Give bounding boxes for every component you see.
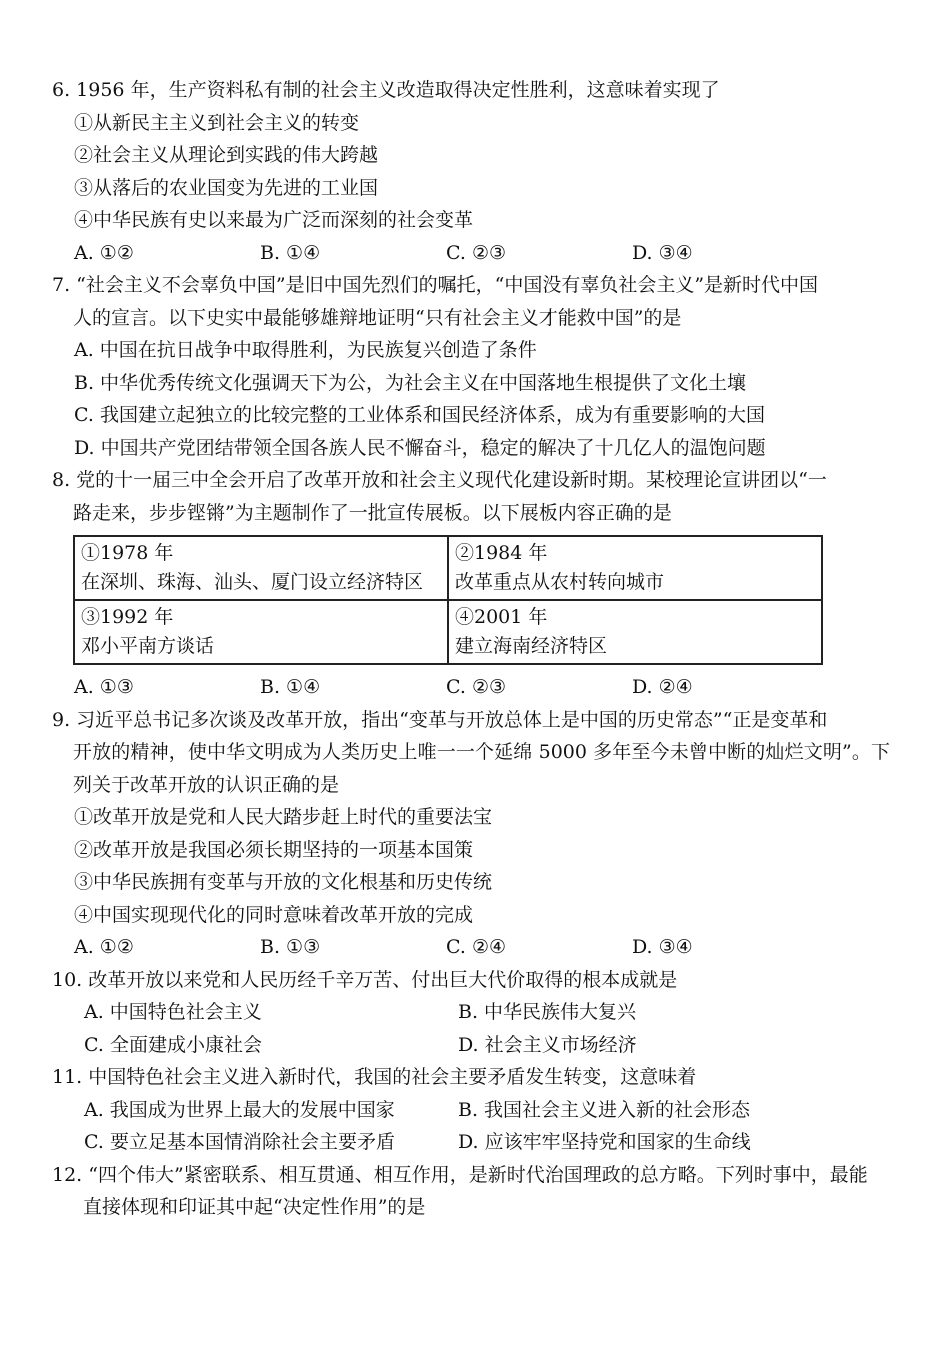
table-cell xyxy=(74,536,448,600)
question-11 xyxy=(52,1061,890,1159)
option-d: D. 社会主义市场经济 xyxy=(458,1033,637,1056)
option-b: B. ①④ xyxy=(260,241,321,264)
option-c: C. 我国建立起独立的比较完整的工业体系和国民经济体系，成为有重要影响的大国 xyxy=(74,404,765,426)
board-event: 建立海南经济特区 xyxy=(455,635,608,657)
question-12-stem xyxy=(52,1159,890,1192)
table-row xyxy=(74,600,822,664)
question-text: “社会主义不会辜负中国”是旧中国先烈们的嘱托，“中国没有辜负社会主义”是新时代中国 xyxy=(76,274,819,296)
question-number: 12. xyxy=(52,1163,89,1186)
board-event: 邓小平南方谈话 xyxy=(81,635,215,657)
statement-1: ①改革开放是党和人民大踏步赶上时代的重要法宝 xyxy=(74,806,493,828)
question-6 xyxy=(52,74,890,269)
question-8 xyxy=(52,464,890,704)
question-7 xyxy=(52,269,890,464)
option-c: C. 全面建成小康社会 xyxy=(84,1033,262,1056)
board-year: ②1984 年 xyxy=(455,542,548,564)
options-row xyxy=(52,237,890,270)
question-text-continued: 人的宣言。以下史实中最能够雄辩地证明“只有社会主义才能救中国”的是 xyxy=(73,306,682,329)
statement-4: ④中华民族有史以来最为广泛而深刻的社会变革 xyxy=(74,209,474,231)
board-year: ③1992 年 xyxy=(81,606,174,628)
option-d: D. 中国共产党团结带领全国各族人民不懈奋斗，稳定的解决了十几亿人的温饱问题 xyxy=(74,436,766,459)
board-year: ④2001 年 xyxy=(455,606,548,628)
question-number: 10. xyxy=(52,968,89,991)
statement-2: ②社会主义从理论到实践的伟大跨越 xyxy=(74,144,379,166)
question-number: 9. xyxy=(52,708,77,731)
option-d: D. ②④ xyxy=(632,676,693,698)
option-d: D. ③④ xyxy=(632,936,693,958)
option-b: B. 中华民族伟大复兴 xyxy=(458,1001,637,1023)
question-9 xyxy=(52,704,890,964)
question-text: 1956 年，生产资料私有制的社会主义改造取得决定性胜利，这意味着实现了 xyxy=(76,79,720,101)
option-d: D. ③④ xyxy=(632,241,693,264)
option-d: D. 应该牢牢坚持党和国家的生命线 xyxy=(458,1131,751,1153)
option-a: A. ①③ xyxy=(74,676,134,698)
question-8-stem xyxy=(52,464,890,497)
board-event: 在深圳、珠海、汕头、厦门设立经济特区 xyxy=(81,571,424,593)
exhibit-board-table xyxy=(73,535,823,665)
question-12 xyxy=(52,1159,890,1224)
statement-3: ③从落后的农业国变为先进的工业国 xyxy=(74,176,379,199)
table-row xyxy=(74,536,822,600)
option-c: C. ②③ xyxy=(446,241,507,264)
table-cell xyxy=(448,536,822,600)
question-text: 党的十一届三中全会开启了改革开放和社会主义现代化建设新时期。某校理论宣讲团以“一 xyxy=(76,469,827,491)
question-6-stem xyxy=(52,74,890,107)
option-c: C. 要立足基本国情消除社会主要矛盾 xyxy=(84,1131,395,1153)
question-text: 习近平总书记多次谈及改革开放，指出“变革与开放总体上是中国的历史常态”“正是变革和 xyxy=(76,708,828,731)
option-c: C. ②③ xyxy=(446,676,507,698)
board-event: 改革重点从农村转向城市 xyxy=(455,571,665,593)
option-b: B. 我国社会主义进入新的社会形态 xyxy=(458,1098,751,1121)
options-grid xyxy=(52,996,890,1061)
question-text-continued: 直接体现和印证其中起“决定性作用”的是 xyxy=(83,1196,426,1218)
question-7-stem xyxy=(52,269,890,302)
question-text: 中国特色社会主义进入新时代，我国的社会主要矛盾发生转变，这意味着 xyxy=(88,1066,697,1088)
statement-2: ②改革开放是我国必须长期坚持的一项基本国策 xyxy=(74,838,474,861)
question-number: 11. xyxy=(52,1066,89,1088)
option-a: A. 中国特色社会主义 xyxy=(84,1001,262,1023)
question-11-stem xyxy=(52,1061,890,1094)
options-row xyxy=(52,931,890,964)
option-b: B. ①③ xyxy=(260,936,321,958)
option-b: B. ①④ xyxy=(260,676,321,698)
question-number: 7. xyxy=(52,274,77,296)
statement-1: ①从新民主主义到社会主义的转变 xyxy=(74,111,360,134)
question-9-stem xyxy=(52,704,890,737)
option-a: A. 我国成为世界上最大的发展中国家 xyxy=(84,1098,395,1121)
question-text-continued: 路走来，步步铿锵”为主题制作了一批宣传展板。以下展板内容正确的是 xyxy=(73,501,672,524)
question-text-continued: 开放的精神，使中华文明成为人类历史上唯一一个延绵 5000 多年至今未曾中断的灿烂文明”。下列关于改革开放的认识正确的是 xyxy=(73,741,890,796)
question-text: 改革开放以来党和人民历经千辛万苦、付出巨大代价取得的根本成就是 xyxy=(88,968,678,991)
table-cell xyxy=(74,600,448,664)
question-10 xyxy=(52,964,890,1062)
statement-3: ③中华民族拥有变革与开放的文化根基和历史传统 xyxy=(74,871,493,893)
options-grid xyxy=(52,1094,890,1159)
statement-4: ④中国实现现代化的同时意味着改革开放的完成 xyxy=(74,903,474,926)
question-number: 8. xyxy=(52,469,77,491)
option-b: B. 中华优秀传统文化强调天下为公，为社会主义在中国落地生根提供了文化土壤 xyxy=(74,371,747,394)
options-row xyxy=(52,671,890,704)
board-year: ①1978 年 xyxy=(81,542,174,564)
option-a: A. 中国在抗日战争中取得胜利，为民族复兴创造了条件 xyxy=(74,339,537,361)
option-a: A. ①② xyxy=(74,241,134,264)
table-cell xyxy=(448,600,822,664)
option-a: A. ①② xyxy=(74,936,134,958)
question-10-stem xyxy=(52,964,890,997)
question-text: “四个伟大”紧密联系、相互贯通、相互作用，是新时代治国理政的总方略。下列时事中，最能 xyxy=(88,1163,868,1186)
option-c: C. ②④ xyxy=(446,936,507,958)
question-number: 6. xyxy=(52,79,77,101)
